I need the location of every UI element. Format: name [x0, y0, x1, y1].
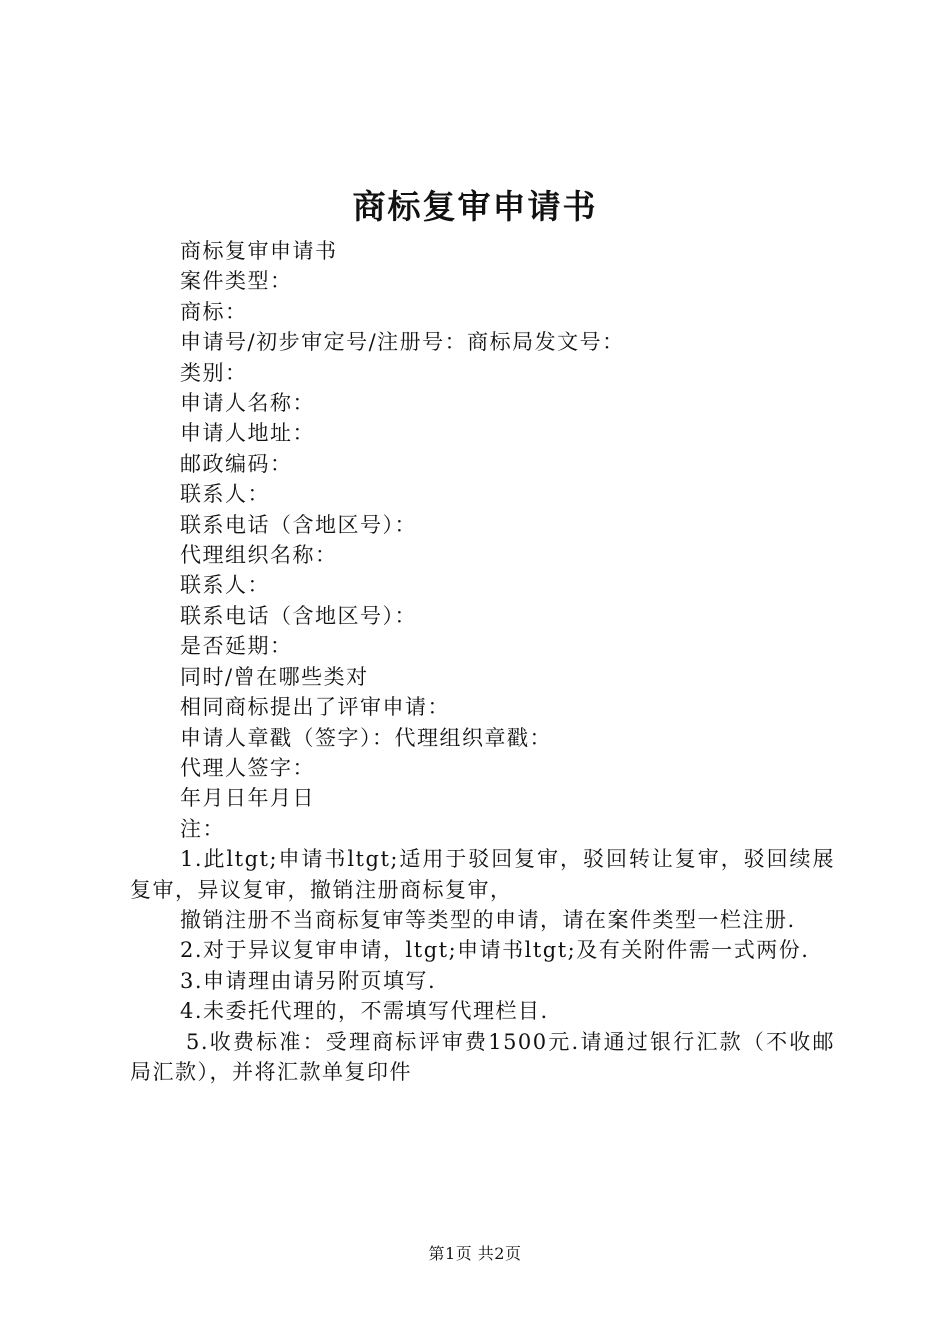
note-paragraph: 5.收费标准：受理商标评审费1500元.请通过银行汇款（不收邮局汇款），并将汇款单复印件: [130, 1029, 835, 1084]
field-line: 案件类型：: [180, 269, 293, 294]
field-line: 申请人章戳（签字）：代理组织章戳：: [180, 725, 552, 750]
field-line: 代理组织名称：: [180, 543, 338, 568]
field-line: 相同商标提出了评审申请：: [180, 695, 450, 720]
field-line: 申请人地址：: [180, 421, 315, 446]
field-line: 是否延期：: [180, 634, 293, 659]
note-paragraph: 2.对于异议复审申请，ltgt;申请书ltgt;及有关附件需一式两份.: [180, 938, 810, 963]
field-line: 商标复审申请书: [180, 239, 338, 263]
field-line: 商标：: [180, 299, 248, 324]
field-line: 代理人签字：: [180, 755, 315, 780]
note-paragraph: 3.申请理由请另附页填写.: [180, 968, 437, 993]
field-line: 联系电话（含地区号）：: [180, 512, 417, 537]
note-paragraph: 1.此ltgt;申请书ltgt;适用于驳回复审，驳回转让复审，驳回续展复审，异议复审，撤销注册商标复审，: [130, 847, 835, 902]
note-paragraph: 撤销注册不当商标复审等类型的申请，请在案件类型一栏注册.: [180, 907, 796, 932]
page-footer: 第1页 共2页: [428, 1244, 522, 1263]
field-line: 类别：: [180, 360, 248, 385]
field-line: 申请人名称：: [180, 391, 315, 416]
field-line: 申请号/初步审定号/注册号：商标局发文号：: [180, 330, 625, 355]
note-paragraph: 4.未委托代理的，不需填写代理栏目.: [180, 999, 549, 1024]
document-body: [130, 236, 835, 1087]
field-line: 年月日年月日: [180, 786, 315, 811]
field-line: 同时/曾在哪些类对: [180, 664, 369, 689]
field-line: 联系电话（含地区号）：: [180, 603, 417, 628]
field-line: 注：: [180, 816, 225, 841]
field-line: 联系人：: [180, 573, 270, 598]
field-line: 联系人：: [180, 482, 270, 507]
field-line: 邮政编码：: [180, 451, 293, 476]
document-title: 商标复审申请书: [352, 187, 598, 226]
